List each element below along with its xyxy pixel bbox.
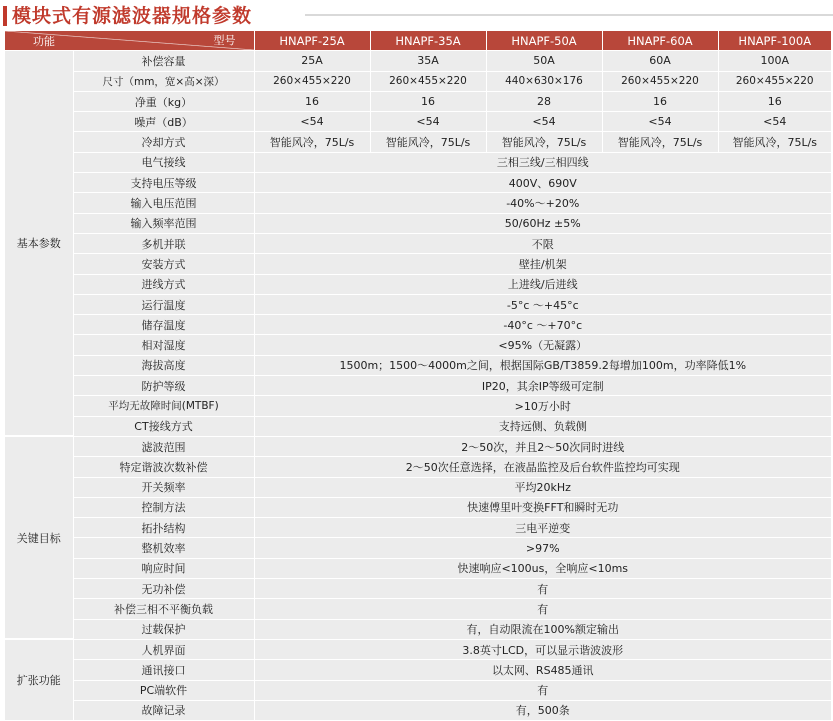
cell-value: 16 [718, 91, 831, 111]
category-basic: 基本参数 [5, 51, 73, 437]
table-row [5, 619, 831, 639]
table-row [5, 274, 831, 294]
row-label: 人机界面 [73, 639, 254, 659]
cell-value: -40%～+20% [254, 193, 831, 213]
table-row [5, 51, 831, 71]
table-row [5, 457, 831, 477]
cell-value: 三电平逆变 [254, 518, 831, 538]
cell-value: 快速响应<100us，全响应<10ms [254, 558, 831, 578]
cell-value: 260×455×220 [718, 71, 831, 91]
title-accent-bar [3, 6, 7, 26]
cell-value: 2～50次，并且2～50次同时进线 [254, 436, 831, 456]
cell-value: <95%（无凝露） [254, 335, 831, 355]
table-row [5, 335, 831, 355]
cell-value: 25A [254, 51, 370, 71]
cell-value: 16 [602, 91, 718, 111]
row-label: 输入电压范围 [73, 193, 254, 213]
spec-table [5, 31, 831, 721]
row-label: 控制方法 [73, 497, 254, 517]
model-header: HNAPF-35A [370, 31, 486, 51]
row-label: 开关频率 [73, 477, 254, 497]
cell-value: 28 [486, 91, 602, 111]
table-row [5, 538, 831, 558]
row-label: 无功补偿 [73, 579, 254, 599]
row-label: 拓扑结构 [73, 518, 254, 538]
row-label: 输入频率范围 [73, 213, 254, 233]
cell-value: >10万小时 [254, 396, 831, 416]
row-label: 补偿三相不平衡负载 [73, 599, 254, 619]
row-label: 故障记录 [73, 700, 254, 720]
title-divider [305, 14, 833, 16]
table-row [5, 71, 831, 91]
cell-value: -40°c ～+70°c [254, 315, 831, 335]
cell-value: 1500m；1500～4000m之间，根据国际GB/T3859.2每增加100m，功率降低1% [254, 355, 831, 375]
cell-value: 60A [602, 51, 718, 71]
cell-value: 100A [718, 51, 831, 71]
model-header: HNAPF-60A [602, 31, 718, 51]
row-label: 噪声（dB） [73, 112, 254, 132]
table-row [5, 660, 831, 680]
table-row [5, 700, 831, 720]
model-header: HNAPF-50A [486, 31, 602, 51]
cell-value: 50/60Hz ±5% [254, 213, 831, 233]
row-label: 安装方式 [73, 254, 254, 274]
table-row [5, 416, 831, 436]
table-row [5, 477, 831, 497]
cell-value: 快速傅里叶变换FFT和瞬时无功 [254, 497, 831, 517]
model-header: HNAPF-25A [254, 31, 370, 51]
row-label: 储存温度 [73, 315, 254, 335]
page-title: 模块式有源滤波器规格参数 [12, 5, 253, 27]
table-row [5, 254, 831, 274]
cell-value: 50A [486, 51, 602, 71]
cell-value: 有 [254, 579, 831, 599]
cell-value: 智能风冷，75L/s [254, 132, 370, 152]
cell-value: <54 [254, 112, 370, 132]
cell-value: 不限 [254, 233, 831, 253]
row-label: 尺寸（mm，宽×高×深） [73, 71, 254, 91]
cell-value: 壁挂/机架 [254, 254, 831, 274]
cell-value: >97% [254, 538, 831, 558]
table-row [5, 680, 831, 700]
row-label: 冷却方式 [73, 132, 254, 152]
cell-value: 400V、690V [254, 173, 831, 193]
row-label: 通讯接口 [73, 660, 254, 680]
cell-value: 智能风冷，75L/s [602, 132, 718, 152]
model-header: HNAPF-100A [718, 31, 831, 51]
row-label: 响应时间 [73, 558, 254, 578]
cell-value: 2～50次任意选择，在液晶监控及后台软件监控均可实现 [254, 457, 831, 477]
title-bar [0, 0, 833, 30]
cell-value: -5°c ～+45°c [254, 294, 831, 314]
row-label: PC端软件 [73, 680, 254, 700]
row-label: 相对湿度 [73, 335, 254, 355]
row-label: 进线方式 [73, 274, 254, 294]
table-row [5, 396, 831, 416]
row-label: 支持电压等级 [73, 173, 254, 193]
cell-value: 智能风冷，75L/s [718, 132, 831, 152]
function-header-label: 功能 [33, 35, 55, 49]
row-label: 补偿容量 [73, 51, 254, 71]
cell-value: 16 [370, 91, 486, 111]
header-row [5, 31, 831, 51]
cell-value: 平均20kHz [254, 477, 831, 497]
category-ext: 扩张功能 [5, 639, 73, 720]
cell-value: 支持远侧、负载侧 [254, 416, 831, 436]
cell-value: 有，500条 [254, 700, 831, 720]
cell-value: 三相三线/三相四线 [254, 152, 831, 172]
table-row [5, 112, 831, 132]
cell-value: <54 [718, 112, 831, 132]
cell-value: 260×455×220 [370, 71, 486, 91]
table-row [5, 193, 831, 213]
category-key: 关键目标 [5, 436, 73, 639]
row-label: 电气接线 [73, 152, 254, 172]
table-row [5, 436, 831, 456]
cell-value: 35A [370, 51, 486, 71]
cell-value: <54 [486, 112, 602, 132]
cell-value: 16 [254, 91, 370, 111]
row-label: 防护等级 [73, 376, 254, 396]
table-row [5, 599, 831, 619]
row-label: 净重（kg） [73, 91, 254, 111]
row-label: 平均无故障时间(MTBF) [73, 396, 254, 416]
row-label: 过载保护 [73, 619, 254, 639]
table-row [5, 213, 831, 233]
cell-value: 3.8英寸LCD，可以显示谐波波形 [254, 639, 831, 659]
cell-value: 260×455×220 [254, 71, 370, 91]
cell-value: 有 [254, 599, 831, 619]
table-row [5, 376, 831, 396]
table-row [5, 315, 831, 335]
table-row [5, 91, 831, 111]
cell-value: 智能风冷，75L/s [486, 132, 602, 152]
cell-value: 440×630×176 [486, 71, 602, 91]
table-row [5, 497, 831, 517]
row-label: 运行温度 [73, 294, 254, 314]
table-row [5, 518, 831, 538]
cell-value: <54 [602, 112, 718, 132]
table-row [5, 558, 831, 578]
table-row [5, 355, 831, 375]
table-row [5, 294, 831, 314]
model-header-label: 型号 [213, 34, 236, 47]
header-diagonal-cell [5, 31, 254, 51]
table-row [5, 233, 831, 253]
cell-value: IP20，其余IP等级可定制 [254, 376, 831, 396]
table-row [5, 173, 831, 193]
table-row [5, 132, 831, 152]
row-label: 海拔高度 [73, 355, 254, 375]
cell-value: <54 [370, 112, 486, 132]
table-row [5, 152, 831, 172]
cell-value: 智能风冷，75L/s [370, 132, 486, 152]
row-label: 特定谐波次数补偿 [73, 457, 254, 477]
cell-value: 以太网、RS485通讯 [254, 660, 831, 680]
table-row [5, 639, 831, 659]
cell-value: 有 [254, 680, 831, 700]
cell-value: 260×455×220 [602, 71, 718, 91]
row-label: 滤波范围 [73, 436, 254, 456]
cell-value: 有，自动限流在100%额定输出 [254, 619, 831, 639]
row-label: 整机效率 [73, 538, 254, 558]
row-label: CT接线方式 [73, 416, 254, 436]
row-label: 多机并联 [73, 233, 254, 253]
table-row [5, 579, 831, 599]
cell-value: 上进线/后进线 [254, 274, 831, 294]
